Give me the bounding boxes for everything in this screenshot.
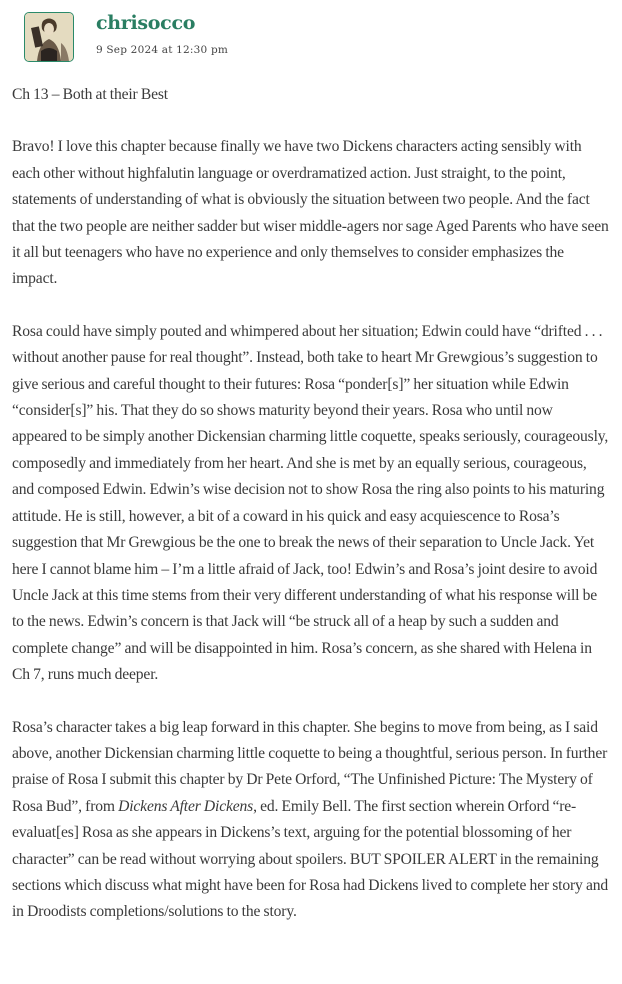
avatar-image-icon [25,13,73,61]
comment-title: Ch 13 – Both at their Best [12,86,168,103]
comment-body [12,82,610,926]
comment-paragraph [12,715,610,926]
comment-timestamp[interactable]: 9 Sep 2024 at 12:30 pm [96,44,229,56]
book-title: Dickens After Dickens [118,797,254,815]
author-link[interactable]: chrisocco [96,12,196,34]
comment-paragraph: Bravo! I love this chapter because finally we have two Dickens characters acting sensibly with each other without highfalutin language or overdramatized action. Just straight, to the point, statements of understanding of what is obviously the situation between two people. And the fact that the two people are neither sadder but wiser middle-agers nor sage Aged Parents who have seen it all but teenagers who have no experience and only themselves to consider emphasizes the impact. [12,138,609,288]
avatar[interactable] [24,12,74,62]
comment-paragraph: Rosa could have simply pouted and whimpered about her situation; Edwin could have “drifted . . . without another pause for real thought”. Instead, both take to heart Mr Grewgious’s suggestion to give serious and careful thought to their futures: Rosa “ponder[s]” her situation while Edwin “consider[s]” his. That they do so shows maturity beyond their years. Rosa who until now appeared to be simply another Dickensian charming little coquette, speaks seriously, courageously, composedly and immediately from her heart. And she is met by an equally serious, courageous, and composed Edwin. Edwin’s wise decision not to show Rosa the ring also points to his maturing attitude. He is still, however, a bit of a coward in his quick and easy acquiescence to Rosa’s suggestion that Mr Grewgious be the one to break the news of their separation to Uncle Jack. Yet here I cannot blame him – I’m a little afraid of Jack, too! Edwin’s and Rosa’s joint desire to avoid Uncle Jack at this time stems from their very different understanding of what his response will be to the news. Edwin’s concern is that Jack will “be struck all of a heap by such a sudden and complete change” and will be disappointed in him. Rosa’s concern, as she shared with Helena in Ch 7, runs much deeper. [12,322,609,684]
comment-header [12,0,610,75]
paragraph-text: , ed. Emily Bell. The first section wherein Orford “re-evaluat[es] Rosa as she appears in Dickens’s text, arguing for the potential blossoming of her character” can be read without worrying about spoilers. BUT SPOILER ALERT in the remaining sections which discuss what might have been for Rosa had Dickens lived to complete her story and in Droodists completions/solutions to the story. [12,797,609,921]
paragraph-text: Rosa’s character takes a big leap forward in this chapter. She begins to move from being, as I said above, another Dickensian charming little coquette to being a thoughtful, serious person. In further praise of Rosa I submit this chapter by Dr Pete Orford, “The Unfinished Picture: The Mystery of Rosa Bud”, from [12,718,608,815]
